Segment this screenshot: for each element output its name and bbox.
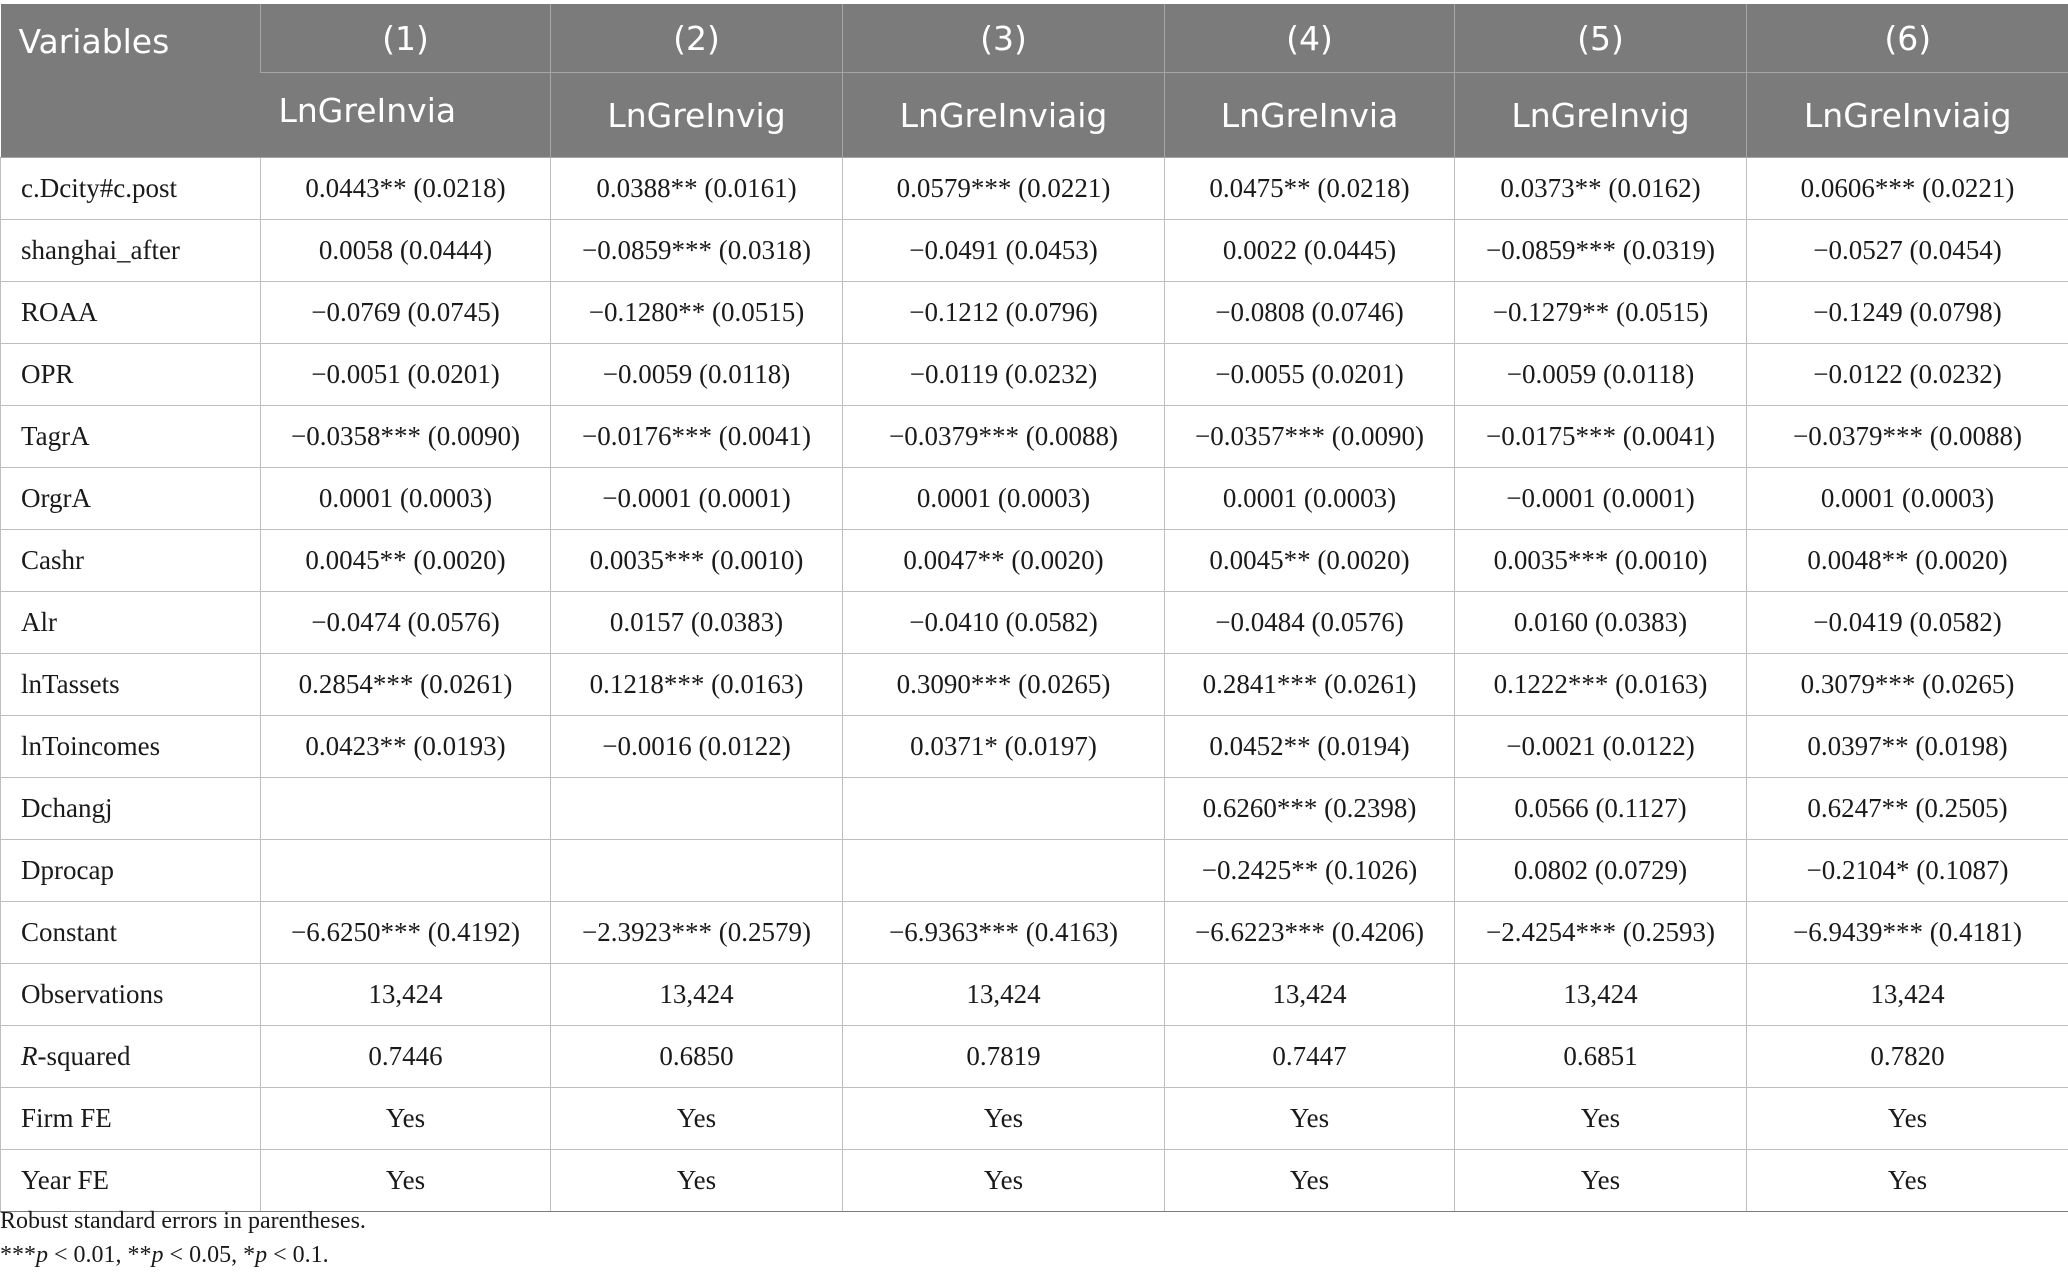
table-notes bbox=[0, 1204, 366, 1272]
table-header bbox=[1, 4, 2068, 158]
coefficient-cell: −0.0379*** (0.0088) bbox=[843, 406, 1165, 468]
regression-table bbox=[0, 4, 2068, 1212]
variable-label: lnTassets bbox=[1, 654, 261, 716]
coefficient-cell: 13,424 bbox=[551, 964, 843, 1026]
coefficient-cell: −0.0769 (0.0745) bbox=[261, 282, 551, 344]
coefficient-cell: −0.0001 (0.0001) bbox=[1455, 468, 1747, 530]
coefficient-cell: 0.0371* (0.0197) bbox=[843, 716, 1165, 778]
dependent-variable-header: LnGreInviaig bbox=[843, 73, 1165, 158]
coefficient-cell: −0.0419 (0.0582) bbox=[1747, 592, 2068, 654]
dependent-variable-header: LnGreInvig bbox=[551, 73, 843, 158]
coefficient-cell: 0.6851 bbox=[1455, 1026, 1747, 1088]
coefficient-cell: 0.3079*** (0.0265) bbox=[1747, 654, 2068, 716]
coefficient-cell: 0.1222*** (0.0163) bbox=[1455, 654, 1747, 716]
coefficient-cell: Yes bbox=[261, 1088, 551, 1150]
coefficient-cell: −0.2425** (0.1026) bbox=[1165, 840, 1455, 902]
dependent-variable-row bbox=[1, 73, 2068, 158]
dependent-variable-header: LnGreInviaig bbox=[1747, 73, 2068, 158]
notes-p-symbol: p bbox=[255, 1242, 268, 1268]
variable-label bbox=[1, 1026, 261, 1088]
coefficient-cell: 0.7447 bbox=[1165, 1026, 1455, 1088]
model-number-header: (3) bbox=[843, 4, 1165, 73]
coefficient-cell: −0.0859*** (0.0318) bbox=[551, 220, 843, 282]
variables-header: Variables bbox=[1, 4, 261, 158]
coefficient-cell: −6.9439*** (0.4181) bbox=[1747, 902, 2068, 964]
coefficient-cell: −0.2104* (0.1087) bbox=[1747, 840, 2068, 902]
coefficient-cell: −0.0059 (0.0118) bbox=[1455, 344, 1747, 406]
coefficient-cell: 0.6247** (0.2505) bbox=[1747, 778, 2068, 840]
coefficient-cell: 0.0048** (0.0020) bbox=[1747, 530, 2068, 592]
dependent-variable-header: LnGreInvig bbox=[1455, 73, 1747, 158]
notes-threshold: < 0.1. bbox=[267, 1242, 329, 1268]
coefficient-cell bbox=[551, 840, 843, 902]
variable-label: Dprocap bbox=[1, 840, 261, 902]
coefficient-cell: 0.0001 (0.0003) bbox=[843, 468, 1165, 530]
variable-label: Year FE bbox=[1, 1150, 261, 1212]
notes-p-symbol: p bbox=[36, 1242, 48, 1268]
coefficient-cell: −0.0527 (0.0454) bbox=[1747, 220, 2068, 282]
notes-p-symbol: p bbox=[151, 1242, 164, 1268]
coefficient-cell: Yes bbox=[551, 1088, 843, 1150]
variable-label: OPR bbox=[1, 344, 261, 406]
coefficient-cell: 0.2854*** (0.0261) bbox=[261, 654, 551, 716]
coefficient-cell: 0.0045** (0.0020) bbox=[1165, 530, 1455, 592]
coefficient-cell: 0.0160 (0.0383) bbox=[1455, 592, 1747, 654]
model-number-header: (5) bbox=[1455, 4, 1747, 73]
table-row bbox=[1, 716, 2068, 778]
coefficient-cell: 0.0022 (0.0445) bbox=[1165, 220, 1455, 282]
coefficient-cell: −6.6250*** (0.4192) bbox=[261, 902, 551, 964]
table-row bbox=[1, 964, 2068, 1026]
model-number-header: (6) bbox=[1747, 4, 2068, 73]
coefficient-cell: −0.1249 (0.0798) bbox=[1747, 282, 2068, 344]
coefficient-cell: −2.3923*** (0.2579) bbox=[551, 902, 843, 964]
variable-label: Firm FE bbox=[1, 1088, 261, 1150]
coefficient-cell: 13,424 bbox=[843, 964, 1165, 1026]
variable-label: Constant bbox=[1, 902, 261, 964]
coefficient-cell: 0.0045** (0.0020) bbox=[261, 530, 551, 592]
coefficient-cell: 0.0035*** (0.0010) bbox=[551, 530, 843, 592]
coefficient-cell: 0.0566 (0.1127) bbox=[1455, 778, 1747, 840]
variable-label: TagrA bbox=[1, 406, 261, 468]
coefficient-cell: Yes bbox=[843, 1088, 1165, 1150]
coefficient-cell: 0.1218*** (0.0163) bbox=[551, 654, 843, 716]
coefficient-cell: −0.0484 (0.0576) bbox=[1165, 592, 1455, 654]
coefficient-cell: 0.0001 (0.0003) bbox=[261, 468, 551, 530]
variable-label-rest: -squared bbox=[37, 1041, 131, 1071]
coefficient-cell: 13,424 bbox=[1455, 964, 1747, 1026]
coefficient-cell: −6.9363*** (0.4163) bbox=[843, 902, 1165, 964]
coefficient-cell: −0.0808 (0.0746) bbox=[1165, 282, 1455, 344]
variable-label: shanghai_after bbox=[1, 220, 261, 282]
variable-label: lnToincomes bbox=[1, 716, 261, 778]
table-row bbox=[1, 344, 2068, 406]
coefficient-cell: −0.0119 (0.0232) bbox=[843, 344, 1165, 406]
coefficient-cell: Yes bbox=[1747, 1088, 2068, 1150]
notes-threshold: < 0.05, * bbox=[163, 1242, 256, 1268]
table-row bbox=[1, 1088, 2068, 1150]
coefficient-cell: −0.0059 (0.0118) bbox=[551, 344, 843, 406]
table-row bbox=[1, 902, 2068, 964]
coefficient-cell: −0.0176*** (0.0041) bbox=[551, 406, 843, 468]
notes-significance bbox=[0, 1238, 366, 1272]
table-row bbox=[1, 654, 2068, 716]
variable-label: Observations bbox=[1, 964, 261, 1026]
coefficient-cell: −0.0379*** (0.0088) bbox=[1747, 406, 2068, 468]
coefficient-cell: −0.0357*** (0.0090) bbox=[1165, 406, 1455, 468]
coefficient-cell: −2.4254*** (0.2593) bbox=[1455, 902, 1747, 964]
notes-standard-errors: Robust standard errors in parentheses. bbox=[0, 1208, 366, 1234]
coefficient-cell: 13,424 bbox=[1165, 964, 1455, 1026]
table-row bbox=[1, 1150, 2068, 1212]
dependent-variable-header: LnGreInvia bbox=[261, 73, 551, 158]
coefficient-cell: 0.0035*** (0.0010) bbox=[1455, 530, 1747, 592]
variable-label-italic: R bbox=[21, 1041, 38, 1071]
coefficient-cell bbox=[843, 840, 1165, 902]
coefficient-cell: Yes bbox=[1165, 1150, 1455, 1212]
coefficient-cell: −0.0122 (0.0232) bbox=[1747, 344, 2068, 406]
coefficient-cell: 13,424 bbox=[261, 964, 551, 1026]
coefficient-cell: 13,424 bbox=[1747, 964, 2068, 1026]
coefficient-cell: 0.0157 (0.0383) bbox=[551, 592, 843, 654]
table-row bbox=[1, 406, 2068, 468]
model-number-header: (4) bbox=[1165, 4, 1455, 73]
coefficient-cell: −6.6223*** (0.4206) bbox=[1165, 902, 1455, 964]
coefficient-cell: −0.0491 (0.0453) bbox=[843, 220, 1165, 282]
coefficient-cell: −0.1280** (0.0515) bbox=[551, 282, 843, 344]
coefficient-cell bbox=[843, 778, 1165, 840]
coefficient-cell: −0.0001 (0.0001) bbox=[551, 468, 843, 530]
variable-label: Cashr bbox=[1, 530, 261, 592]
coefficient-cell: 0.0802 (0.0729) bbox=[1455, 840, 1747, 902]
coefficient-cell: 0.0373** (0.0162) bbox=[1455, 158, 1747, 220]
table-row bbox=[1, 840, 2068, 902]
coefficient-cell: Yes bbox=[1455, 1150, 1747, 1212]
coefficient-cell: 0.0423** (0.0193) bbox=[261, 716, 551, 778]
model-number-header: (2) bbox=[551, 4, 843, 73]
coefficient-cell: −0.0859*** (0.0319) bbox=[1455, 220, 1747, 282]
coefficient-cell: −0.0358*** (0.0090) bbox=[261, 406, 551, 468]
table-row bbox=[1, 530, 2068, 592]
coefficient-cell: 0.7819 bbox=[843, 1026, 1165, 1088]
coefficient-cell: 0.0001 (0.0003) bbox=[1165, 468, 1455, 530]
coefficient-cell: −0.0175*** (0.0041) bbox=[1455, 406, 1747, 468]
coefficient-cell: Yes bbox=[1747, 1150, 2068, 1212]
coefficient-cell: Yes bbox=[843, 1150, 1165, 1212]
coefficient-cell bbox=[261, 840, 551, 902]
table-body bbox=[1, 158, 2068, 1212]
table-row bbox=[1, 778, 2068, 840]
table-row bbox=[1, 158, 2068, 220]
variable-label: OrgrA bbox=[1, 468, 261, 530]
coefficient-cell: Yes bbox=[1455, 1088, 1747, 1150]
coefficient-cell: 0.0388** (0.0161) bbox=[551, 158, 843, 220]
model-number-row bbox=[1, 4, 2068, 73]
table-row bbox=[1, 1026, 2068, 1088]
coefficient-cell: 0.7820 bbox=[1747, 1026, 2068, 1088]
coefficient-cell: 0.7446 bbox=[261, 1026, 551, 1088]
dependent-variable-header: LnGreInvia bbox=[1165, 73, 1455, 158]
coefficient-cell: Yes bbox=[551, 1150, 843, 1212]
table-row bbox=[1, 468, 2068, 530]
coefficient-cell: −0.0474 (0.0576) bbox=[261, 592, 551, 654]
coefficient-cell: −0.1212 (0.0796) bbox=[843, 282, 1165, 344]
coefficient-cell: 0.6260*** (0.2398) bbox=[1165, 778, 1455, 840]
coefficient-cell: 0.0452** (0.0194) bbox=[1165, 716, 1455, 778]
coefficient-cell bbox=[551, 778, 843, 840]
coefficient-cell: 0.3090*** (0.0265) bbox=[843, 654, 1165, 716]
coefficient-cell: −0.0051 (0.0201) bbox=[261, 344, 551, 406]
table-row bbox=[1, 220, 2068, 282]
notes-stars: *** bbox=[0, 1242, 36, 1268]
coefficient-cell: 0.0058 (0.0444) bbox=[261, 220, 551, 282]
variable-label: Dchangj bbox=[1, 778, 261, 840]
table-row bbox=[1, 592, 2068, 654]
coefficient-cell: −0.1279** (0.0515) bbox=[1455, 282, 1747, 344]
coefficient-cell bbox=[261, 778, 551, 840]
coefficient-cell: −0.0410 (0.0582) bbox=[843, 592, 1165, 654]
variable-label: ROAA bbox=[1, 282, 261, 344]
coefficient-cell: 0.0397** (0.0198) bbox=[1747, 716, 2068, 778]
variable-label: Alr bbox=[1, 592, 261, 654]
coefficient-cell: −0.0021 (0.0122) bbox=[1455, 716, 1747, 778]
coefficient-cell: 0.0579*** (0.0221) bbox=[843, 158, 1165, 220]
coefficient-cell: 0.0443** (0.0218) bbox=[261, 158, 551, 220]
coefficient-cell: 0.0047** (0.0020) bbox=[843, 530, 1165, 592]
variable-label: c.Dcity#c.post bbox=[1, 158, 261, 220]
table-row bbox=[1, 282, 2068, 344]
model-number-header: (1) bbox=[261, 4, 551, 73]
coefficient-cell: 0.0475** (0.0218) bbox=[1165, 158, 1455, 220]
coefficient-cell: −0.0055 (0.0201) bbox=[1165, 344, 1455, 406]
coefficient-cell: Yes bbox=[1165, 1088, 1455, 1150]
coefficient-cell: 0.0001 (0.0003) bbox=[1747, 468, 2068, 530]
coefficient-cell: 0.0606*** (0.0221) bbox=[1747, 158, 2068, 220]
coefficient-cell: −0.0016 (0.0122) bbox=[551, 716, 843, 778]
coefficient-cell: 0.6850 bbox=[551, 1026, 843, 1088]
coefficient-cell: 0.2841*** (0.0261) bbox=[1165, 654, 1455, 716]
notes-threshold: < 0.01, ** bbox=[48, 1242, 152, 1268]
coefficient-cell: Yes bbox=[261, 1150, 551, 1212]
